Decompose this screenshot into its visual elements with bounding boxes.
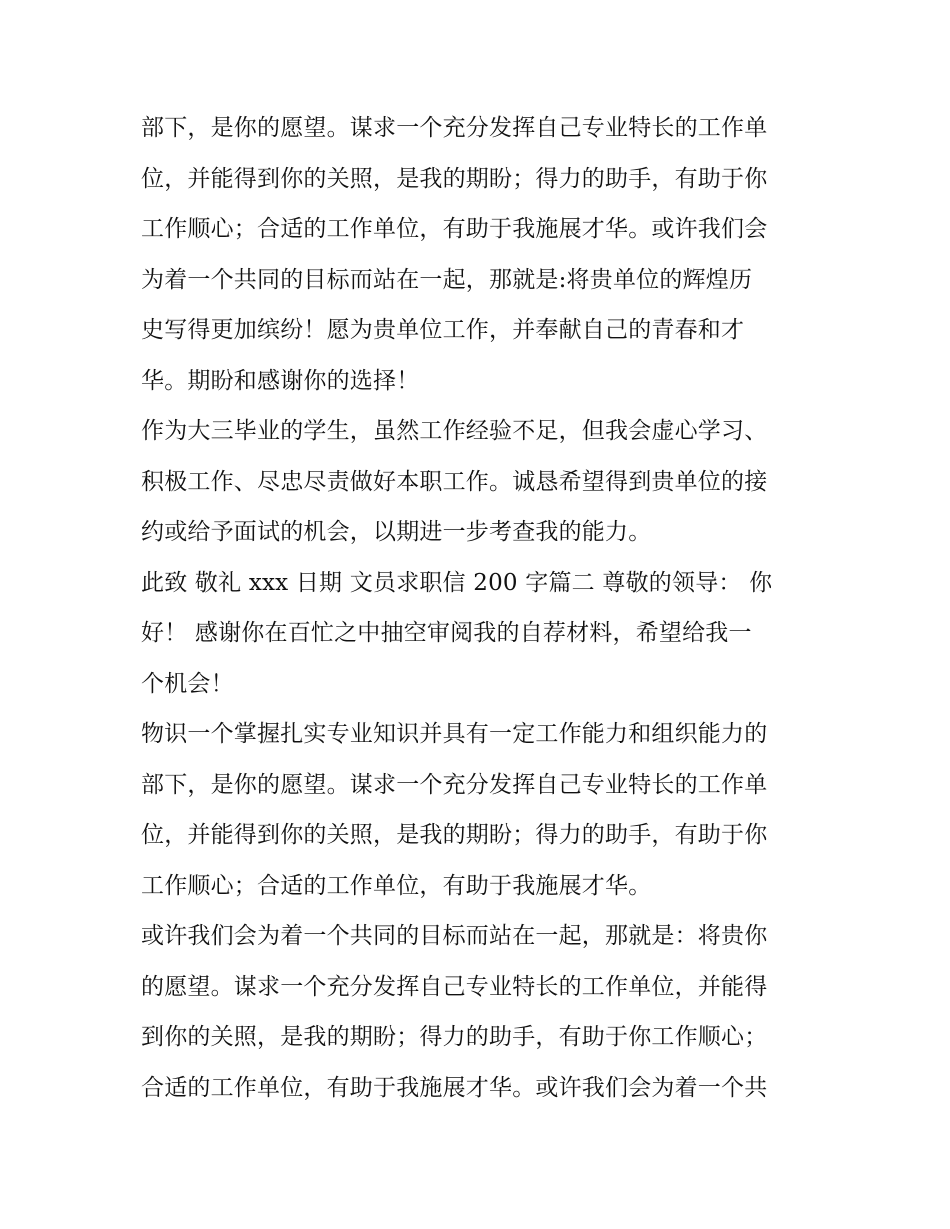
text-line: 个机会！ xyxy=(141,670,234,697)
text-line: 部下，是你的愿望。谋求一个充分发挥自己专业特长的工作单 xyxy=(141,115,768,141)
text-line: 或许我们会为着一个共同的目标而站在一起，那就是：将贵你 xyxy=(141,923,768,949)
text-line: 华。期盼和感谢你的选择！ xyxy=(141,367,420,394)
text-line: 部下，是你的愿望。谋求一个充分发挥自己专业特长的工作单 xyxy=(141,771,768,798)
text-line: 此致 敬礼 xxx 日期 文员求职信 200 字篇二 尊敬的领导： 你 xyxy=(141,569,773,596)
text-line: 位，并能得到你的关照，是我的期盼；得力的助手，有助于你 xyxy=(141,165,768,192)
text-line: 作为大三毕业的学生，虽然工作经验不足，但我会虚心学习、 xyxy=(141,418,768,444)
text-line: 工作顺心；合适的工作单位，有助于我施展才华。 xyxy=(141,872,652,899)
text-line: 好！ 感谢你在百忙之中抽空审阅我的自荐材料，希望给我一 xyxy=(141,620,752,646)
text-line: 的愿望。谋求一个充分发挥自己专业特长的工作单位，并能得 xyxy=(141,973,768,1000)
text-line: 为着一个共同的目标而站在一起，那就是:将贵单位的辉煌历 xyxy=(141,266,753,293)
text-line: 合适的工作单位，有助于我施展才华。或许我们会为着一个共 xyxy=(141,1074,768,1101)
text-line: 工作顺心；合适的工作单位，有助于我施展才华。或许我们会 xyxy=(141,216,768,242)
text-line: 史写得更加缤纷！愿为贵单位工作，并奉献自己的青春和才 xyxy=(141,317,745,343)
text-line: 约或给予面试的机会，以期进一步考查我的能力。 xyxy=(141,519,652,545)
text-line: 位，并能得到你的关照，是我的期盼；得力的助手，有助于你 xyxy=(141,822,768,848)
text-line: 到你的关照，是我的期盼；得力的助手，有助于你工作顺心； xyxy=(141,1024,768,1050)
document-body xyxy=(141,103,821,1113)
text-line: 物识一个掌握扎实专业知识并具有一定工作能力和组织能力的 xyxy=(141,721,768,747)
text-line: 积极工作、尽忠尽责做好本职工作。诚恳希望得到贵单位的接 xyxy=(141,468,768,495)
